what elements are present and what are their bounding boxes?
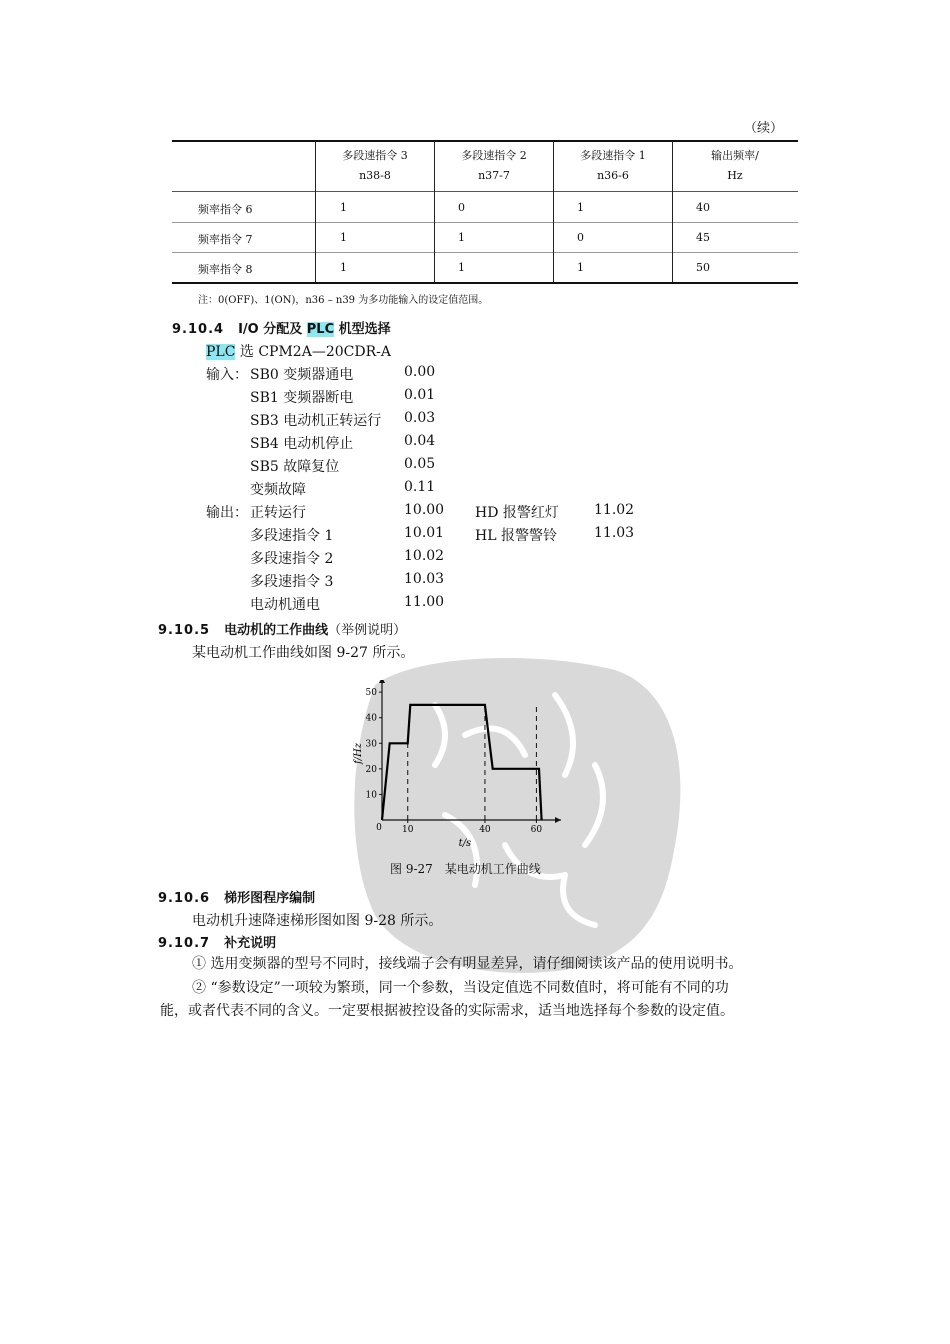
- x-tick-label: 0: [376, 823, 382, 833]
- table-row-rule: [172, 252, 798, 253]
- cell: 1: [340, 201, 347, 214]
- y-tick-label: 30: [365, 739, 377, 750]
- motor-curve-chart: [345, 680, 575, 850]
- section-body: 电动机升速降速梯形图如图 9-28 所示。: [192, 913, 443, 929]
- io-address: 0.01: [404, 387, 436, 403]
- io-address: 10.01: [404, 525, 445, 541]
- io-address: 0.11: [404, 479, 436, 495]
- cell: 1: [340, 261, 347, 274]
- figure-caption: 图 9-27 某电动机工作曲线: [390, 862, 541, 876]
- y-tick-label: 10: [365, 790, 377, 801]
- chart-guides: [408, 705, 537, 820]
- section-heading-9-10-5: 9.10.5 电动机的工作曲线（举例说明）: [158, 623, 407, 638]
- io-address: 10.03: [404, 571, 445, 587]
- x-tick-label: 10: [402, 825, 414, 835]
- table-header-cell: 输出频率/ Hz: [711, 149, 759, 182]
- cell: 1: [458, 261, 465, 274]
- x-axis-label: t/s: [458, 838, 472, 849]
- io-name: 多段速指令 2: [250, 551, 334, 567]
- row-label: 频率指令 7: [198, 233, 253, 246]
- io-name: 多段速指令 1: [250, 528, 334, 544]
- io-address: 0.00: [404, 364, 436, 380]
- table-header-cell: 多段速指令 3 n38-8: [342, 149, 408, 182]
- io-address: 11.02: [594, 502, 635, 518]
- chart-ticks: [366, 688, 543, 835]
- cell: 50: [696, 261, 710, 274]
- io-address: 11.03: [594, 525, 635, 541]
- paragraph-2-line-2: 能，或者代表不同的含义。一定要根据被控设备的实际需求，适当地选择每个参数的设定值。: [160, 1003, 734, 1019]
- io-address: 0.03: [404, 410, 436, 426]
- io-name: 正转运行: [250, 505, 306, 521]
- io-name: HD 报警红灯: [475, 505, 559, 521]
- section-heading-9-10-6: 9.10.6 梯形图程序编制: [158, 891, 316, 906]
- plc-model-line: PLC 选 CPM2A—20CDR-A: [206, 344, 391, 360]
- table-header-cell: 多段速指令 2 n37-7: [461, 149, 527, 182]
- continued-label: （续）: [744, 121, 784, 136]
- cell: 1: [577, 261, 584, 274]
- row-label: 频率指令 6: [198, 203, 253, 216]
- cell: 40: [696, 201, 710, 214]
- x-tick-label: 60: [530, 825, 543, 835]
- row-label: 频率指令 8: [198, 263, 253, 276]
- section-heading-9-10-7: 9.10.7 补充说明: [158, 936, 277, 951]
- paragraph-1: ① 选用变频器的型号不同时，接线端子会有明显差异，请仔细阅读该产品的使用说明书。: [192, 956, 743, 972]
- frequency-curve: [382, 705, 542, 820]
- io-address: 11.00: [404, 594, 445, 610]
- input-label: 输入：: [206, 367, 248, 383]
- cell: 45: [696, 231, 710, 244]
- io-name: SB0 变频器通电: [250, 367, 354, 383]
- output-label: 输出：: [206, 505, 248, 521]
- io-name: SB4 电动机停止: [250, 436, 354, 452]
- table-top-rule: [172, 140, 798, 142]
- table-row-rule: [172, 222, 798, 223]
- io-address: 0.05: [404, 456, 436, 472]
- cell: 1: [340, 231, 347, 244]
- io-name: SB5 故障复位: [250, 459, 340, 475]
- section-heading-9-10-4: 9.10.4 I/O 分配及 PLC 机型选择: [172, 322, 391, 337]
- table-header-cell: 多段速指令 1 n36-6: [580, 149, 646, 182]
- table-bottom-rule: [172, 282, 798, 284]
- chart-series: [382, 705, 542, 820]
- io-name: 电动机通电: [250, 597, 320, 613]
- io-address: 0.04: [404, 433, 436, 449]
- y-axis-arrow: [379, 680, 385, 683]
- table-header-rule: [172, 191, 798, 192]
- io-address: 10.02: [404, 548, 445, 564]
- x-axis-arrow: [555, 817, 561, 823]
- io-address: 10.00: [404, 502, 445, 518]
- cell: 0: [458, 201, 465, 214]
- io-name: HL 报警警铃: [475, 528, 557, 544]
- y-tick-label: 40: [365, 713, 377, 724]
- x-tick-label: 40: [479, 825, 491, 835]
- paragraph-2-line-1: ② “参数设定”一项较为繁琐，同一个参数，当设定值选不同数值时，将可能有不同的功: [192, 980, 729, 996]
- y-tick-label: 50: [365, 688, 377, 699]
- table-note: 注：0(OFF)、1(ON)，n36 – n39 为多功能输入的设定值范围。: [198, 295, 489, 306]
- chart-axes: [379, 680, 561, 823]
- cell: 0: [577, 231, 584, 244]
- io-name: SB3 电动机正转运行: [250, 413, 382, 429]
- y-tick-label: 20: [365, 764, 377, 775]
- cell: 1: [577, 201, 584, 214]
- io-name: 多段速指令 3: [250, 574, 334, 590]
- io-name: 变频故障: [250, 482, 306, 498]
- io-name: SB1 变频器断电: [250, 390, 354, 406]
- section-body: 某电动机工作曲线如图 9-27 所示。: [192, 645, 415, 661]
- y-axis-label: f/Hz: [353, 742, 364, 765]
- cell: 1: [458, 231, 465, 244]
